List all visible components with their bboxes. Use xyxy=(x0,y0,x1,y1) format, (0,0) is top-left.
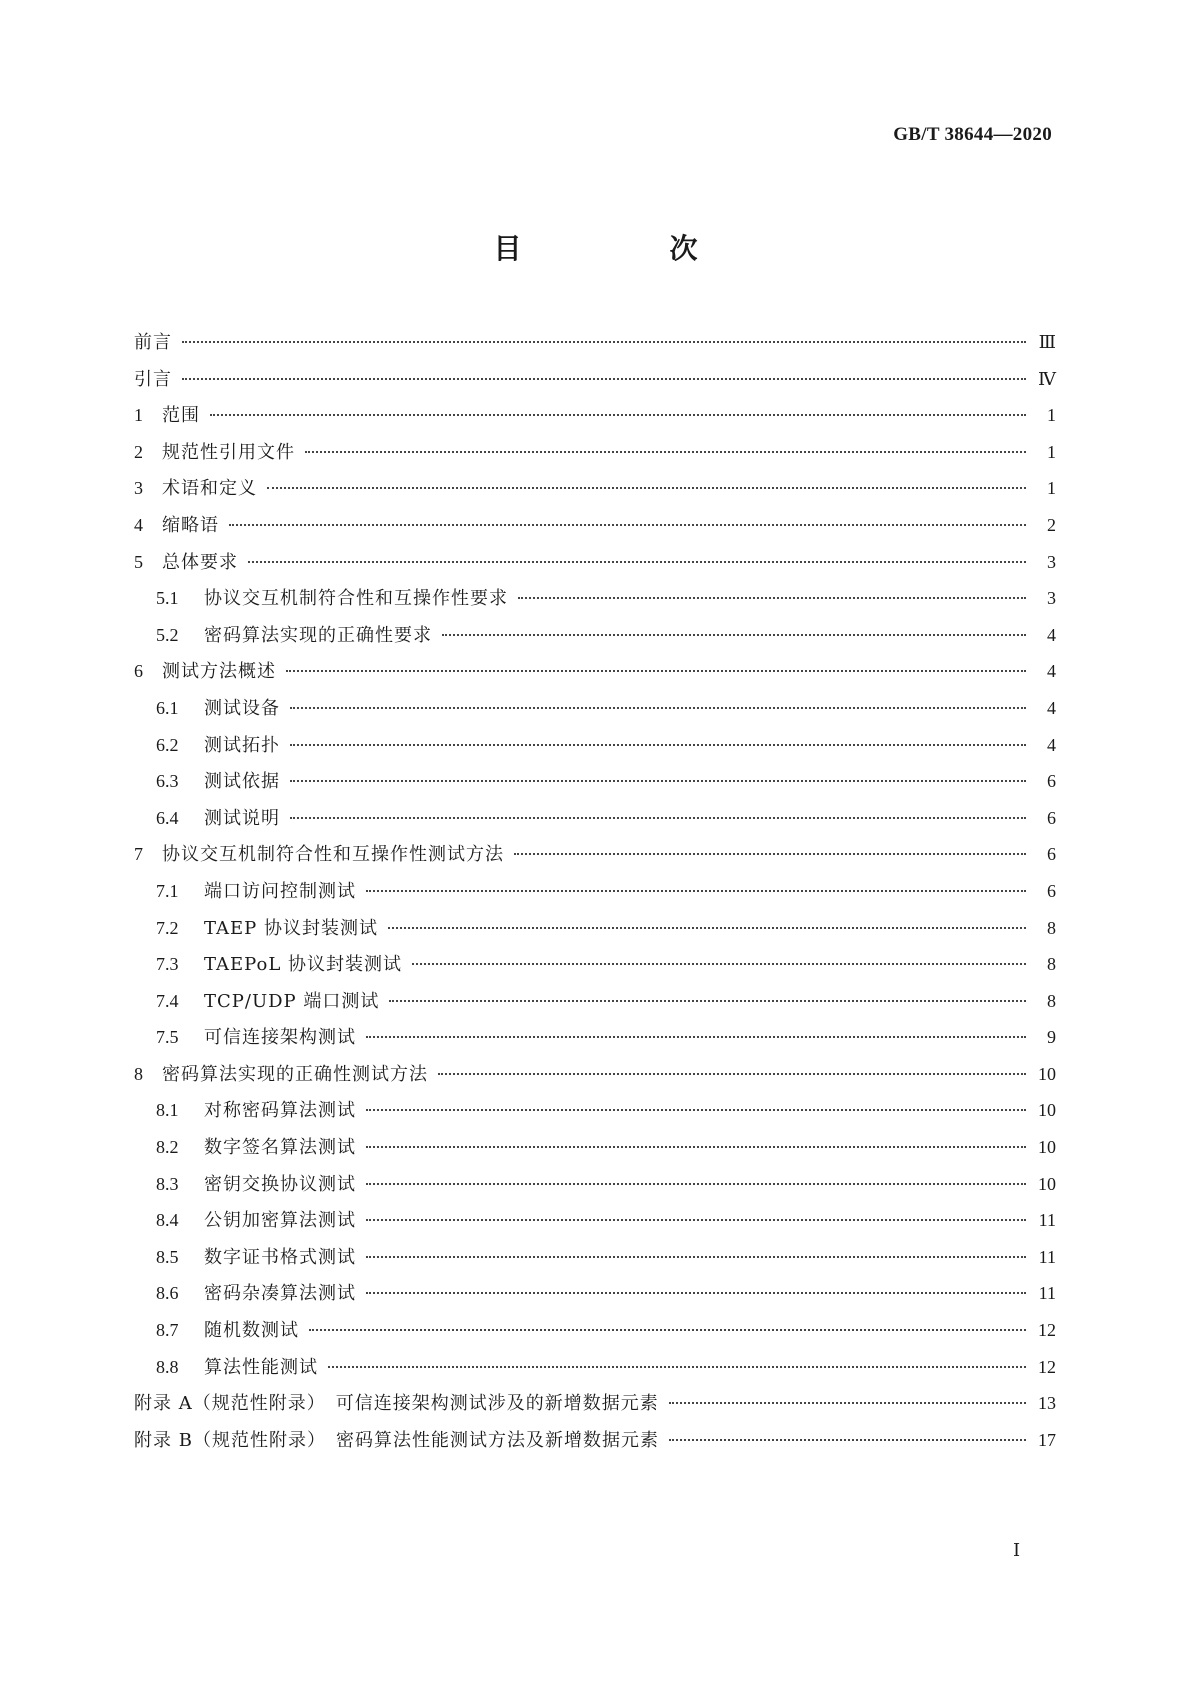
toc-entry-page: 2 xyxy=(1047,514,1056,535)
toc-entry-page: 4 xyxy=(1047,661,1056,682)
toc-entry-page: 6 xyxy=(1047,844,1056,865)
dot-leader xyxy=(290,707,1026,709)
toc-entry-title: 可信连接架构测试 xyxy=(204,1027,356,1049)
toc-entry-number: 7.4 xyxy=(156,990,179,1011)
dot-leader xyxy=(248,561,1026,563)
dot-leader xyxy=(412,963,1026,965)
toc-entry-title: 公钥加密算法测试 xyxy=(204,1210,356,1232)
dot-leader xyxy=(328,1366,1026,1368)
dot-leader xyxy=(366,1256,1026,1258)
toc-entry-title: 协议交互机制符合性和互操作性要求 xyxy=(204,588,508,610)
toc-entry-title: 密码算法实现的正确性要求 xyxy=(204,624,432,646)
toc-entry-number: 3 xyxy=(134,478,143,499)
dot-leader xyxy=(210,414,1026,416)
dot-leader xyxy=(267,487,1026,489)
toc-entry-page: 1 xyxy=(1047,405,1056,426)
toc-entry[interactable] xyxy=(134,617,1056,654)
toc-entry-number: 7.1 xyxy=(156,880,179,901)
toc-entry[interactable] xyxy=(134,1129,1056,1166)
toc-entry-title: 端口访问控制测试 xyxy=(204,880,356,902)
dot-leader xyxy=(438,1073,1026,1075)
dot-leader xyxy=(290,817,1026,819)
dot-leader xyxy=(366,1292,1026,1294)
toc-entry-title: 数字证书格式测试 xyxy=(204,1246,356,1268)
toc-entry[interactable] xyxy=(134,1349,1056,1386)
toc-entry-title: TAEPoL 协议封装测试 xyxy=(204,954,403,976)
toc-entry-page: 6 xyxy=(1047,771,1056,792)
dot-leader xyxy=(442,634,1026,636)
toc-entry-number: 8.4 xyxy=(156,1210,179,1231)
toc-entry[interactable] xyxy=(134,507,1056,544)
toc-entry-page: 4 xyxy=(1047,624,1056,645)
toc-entry-page: Ⅲ xyxy=(1038,332,1056,352)
toc-entry[interactable] xyxy=(134,1422,1056,1459)
toc-entry[interactable] xyxy=(134,873,1056,910)
toc-entry-page: 11 xyxy=(1038,1246,1056,1267)
dot-leader xyxy=(518,597,1026,599)
dot-leader xyxy=(669,1402,1026,1404)
toc-entry[interactable] xyxy=(134,1092,1056,1129)
dot-leader xyxy=(366,1146,1026,1148)
toc-entry-page: 12 xyxy=(1038,1320,1056,1341)
toc-entry-number: 8.6 xyxy=(156,1283,179,1304)
toc-entry-title: 测试拓扑 xyxy=(204,734,280,756)
toc-entry-title: 测试方法概述 xyxy=(162,661,276,683)
toc-entry-page: 13 xyxy=(1038,1393,1056,1414)
toc-entry[interactable] xyxy=(134,836,1056,873)
toc-entry[interactable] xyxy=(134,1166,1056,1203)
toc-entry-page: 12 xyxy=(1038,1356,1056,1377)
toc-entry-title: 规范性引用文件 xyxy=(162,441,295,463)
toc-entry-page: 10 xyxy=(1038,1100,1056,1121)
dot-leader xyxy=(309,1329,1026,1331)
toc-entry[interactable] xyxy=(134,397,1056,434)
toc-entry-page: 3 xyxy=(1047,588,1056,609)
toc-entry-title: 随机数测试 xyxy=(204,1320,299,1342)
toc-entry-number: 5 xyxy=(134,551,143,572)
toc-entry-title: 前言 xyxy=(134,332,172,353)
dot-leader xyxy=(182,341,1026,343)
toc-entry-title: 协议交互机制符合性和互操作性测试方法 xyxy=(162,844,504,866)
toc-entry-number: 6.1 xyxy=(156,697,179,718)
toc-entry-title: 附录 B（规范性附录） 密码算法性能测试方法及新增数据元素 xyxy=(134,1429,659,1451)
dot-leader xyxy=(669,1439,1026,1441)
toc-entry-title: 附录 A（规范性附录） 可信连接架构测试涉及的新增数据元素 xyxy=(134,1393,659,1415)
toc-entry[interactable] xyxy=(134,800,1056,837)
toc-entry[interactable] xyxy=(134,1056,1056,1093)
toc-entry[interactable] xyxy=(134,434,1056,471)
dot-leader xyxy=(366,1183,1026,1185)
page-number: Ⅰ xyxy=(1013,1540,1021,1560)
toc-entry[interactable] xyxy=(134,470,1056,507)
toc-entry-number: 8.7 xyxy=(156,1320,179,1341)
toc-entry[interactable] xyxy=(134,324,1056,361)
toc-entry-number: 6.3 xyxy=(156,771,179,792)
toc-entry[interactable] xyxy=(134,1202,1056,1239)
dot-leader xyxy=(229,524,1026,526)
toc-entry-number: 6.2 xyxy=(156,734,179,755)
dot-leader xyxy=(366,1109,1026,1111)
toc-entry-title: 测试说明 xyxy=(204,807,280,829)
toc-entry[interactable] xyxy=(134,910,1056,947)
toc-entry-title: 术语和定义 xyxy=(162,478,257,500)
toc-entry[interactable] xyxy=(134,1275,1056,1312)
toc-entry-title: 算法性能测试 xyxy=(204,1356,318,1378)
toc-entry[interactable] xyxy=(134,690,1056,727)
toc-entry-number: 7 xyxy=(134,844,143,865)
toc-entry-page: 10 xyxy=(1038,1063,1056,1084)
toc-entry[interactable] xyxy=(134,1239,1056,1276)
toc-entry-title: 测试设备 xyxy=(204,697,280,719)
toc-entry-title: 测试依据 xyxy=(204,771,280,793)
dot-leader xyxy=(514,853,1026,855)
toc-entry-page: 17 xyxy=(1038,1429,1056,1450)
toc-entry-title: 引言 xyxy=(134,368,172,390)
toc-entry[interactable] xyxy=(134,763,1056,800)
dot-leader xyxy=(366,890,1026,892)
dot-leader xyxy=(182,378,1026,380)
toc-entry-number: 7.5 xyxy=(156,1027,179,1048)
toc-entry[interactable] xyxy=(134,653,1056,690)
toc-entry-number: 8.8 xyxy=(156,1356,179,1377)
toc-entry-page: 8 xyxy=(1047,954,1056,975)
toc-entry-page: 6 xyxy=(1047,880,1056,901)
dot-leader xyxy=(290,744,1026,746)
toc-entry[interactable] xyxy=(134,1019,1056,1056)
toc-entry-title: 对称密码算法测试 xyxy=(204,1100,356,1122)
toc-entry-page: 11 xyxy=(1038,1283,1056,1304)
toc-entry[interactable] xyxy=(134,361,1056,398)
toc-entry-number: 8 xyxy=(134,1063,143,1084)
toc-entry-page: 1 xyxy=(1047,478,1056,499)
toc-entry-page: 9 xyxy=(1047,1027,1056,1048)
toc-entry[interactable] xyxy=(134,1385,1056,1422)
table-of-contents xyxy=(134,324,1056,1458)
dot-leader xyxy=(305,451,1026,453)
page-title: 目 次 xyxy=(493,232,758,265)
toc-entry[interactable] xyxy=(134,983,1056,1020)
toc-entry-number: 1 xyxy=(134,405,143,426)
toc-entry-number: 8.2 xyxy=(156,1137,179,1158)
toc-entry-page: 11 xyxy=(1038,1210,1056,1231)
toc-entry-number: 7.2 xyxy=(156,917,179,938)
toc-entry-page: 4 xyxy=(1047,697,1056,718)
toc-entry[interactable] xyxy=(134,1312,1056,1349)
toc-entry-number: 8.5 xyxy=(156,1246,179,1267)
toc-entry-number: 6.4 xyxy=(156,807,179,828)
toc-entry-number: 2 xyxy=(134,441,143,462)
dot-leader xyxy=(389,1000,1026,1002)
toc-entry-title: 缩略语 xyxy=(162,514,219,536)
standard-number: GB/T 38644—2020 xyxy=(893,124,1052,145)
toc-entry-page: 1 xyxy=(1047,441,1056,462)
dot-leader xyxy=(366,1219,1026,1221)
toc-entry-title: 密码算法实现的正确性测试方法 xyxy=(162,1063,428,1085)
toc-entry[interactable] xyxy=(134,544,1056,581)
toc-entry-title: 密码杂凑算法测试 xyxy=(204,1283,356,1305)
toc-entry-title: 范围 xyxy=(162,405,200,427)
toc-entry-number: 6 xyxy=(134,661,143,682)
toc-entry[interactable] xyxy=(134,727,1056,764)
toc-entry-number: 8.3 xyxy=(156,1173,179,1194)
toc-entry-page: 10 xyxy=(1038,1137,1056,1158)
toc-entry-number: 4 xyxy=(134,514,143,535)
dot-leader xyxy=(290,780,1026,782)
dot-leader xyxy=(286,670,1026,672)
toc-entry-number: 7.3 xyxy=(156,954,179,975)
toc-entry[interactable] xyxy=(134,580,1056,617)
toc-entry-page: 3 xyxy=(1047,551,1056,572)
toc-entry-title: 总体要求 xyxy=(162,551,238,573)
toc-entry-number: 8.1 xyxy=(156,1100,179,1121)
toc-entry-page: 4 xyxy=(1047,734,1056,755)
toc-entry-number: 5.1 xyxy=(156,588,179,609)
dot-leader xyxy=(388,927,1026,929)
toc-entry-title: 数字签名算法测试 xyxy=(204,1137,356,1159)
toc-entry[interactable] xyxy=(134,946,1056,983)
toc-entry-title: 密钥交换协议测试 xyxy=(204,1173,356,1195)
toc-entry-page: 8 xyxy=(1047,990,1056,1011)
dot-leader xyxy=(366,1036,1026,1038)
toc-entry-number: 5.2 xyxy=(156,624,179,645)
toc-entry-page: 10 xyxy=(1038,1173,1056,1194)
toc-entry-page: 8 xyxy=(1047,917,1056,938)
toc-entry-title: TAEP 协议封装测试 xyxy=(204,917,378,939)
toc-entry-page: Ⅳ xyxy=(1038,368,1056,389)
toc-entry-page: 6 xyxy=(1047,807,1056,828)
toc-entry-title: TCP/UDP 端口测试 xyxy=(204,990,380,1012)
